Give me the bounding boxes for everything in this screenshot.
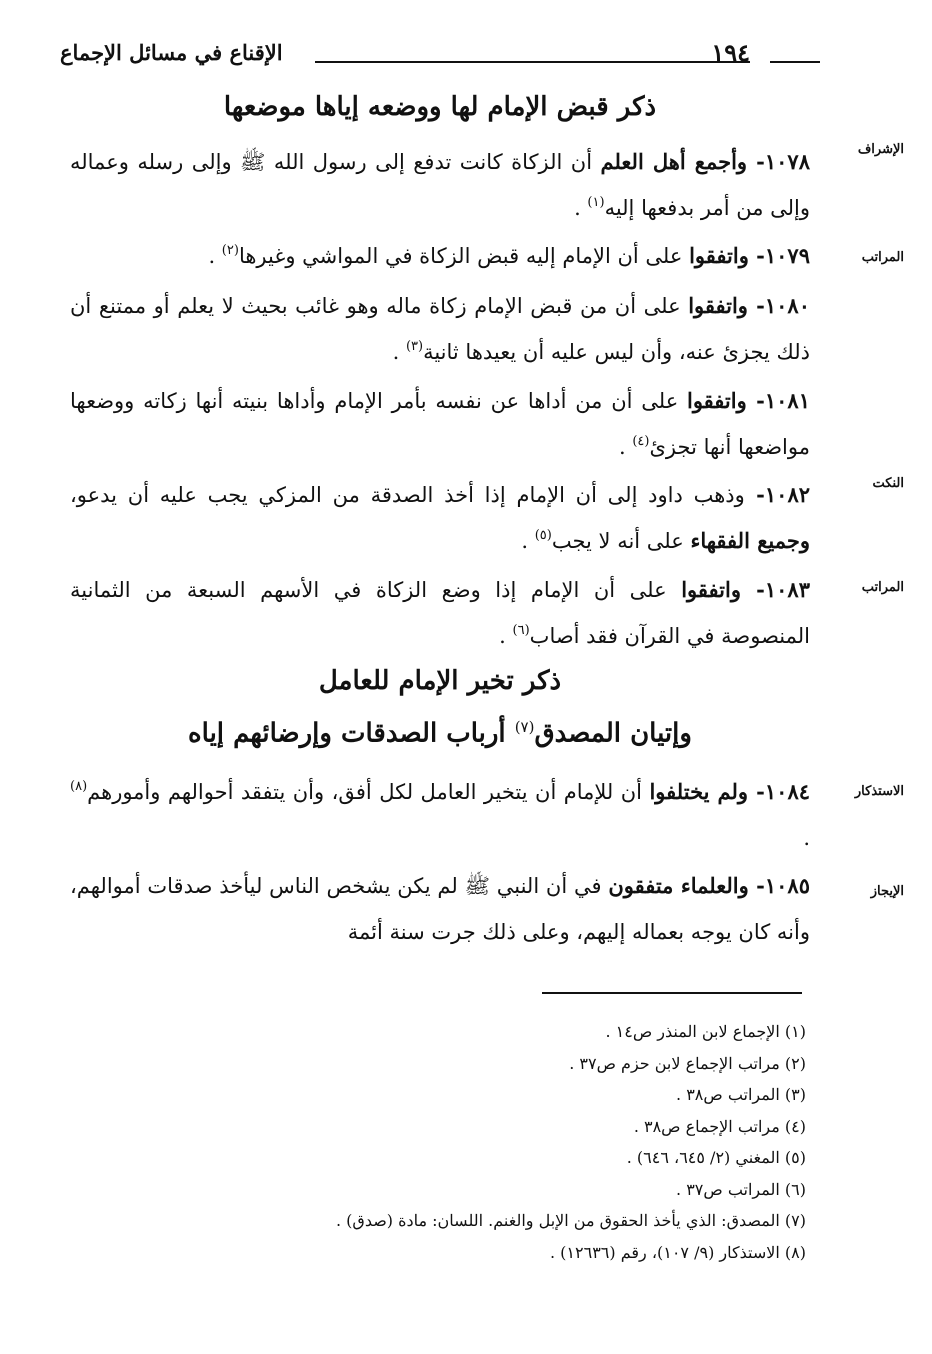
footnote-ref: (٧) bbox=[514, 718, 535, 736]
paragraph-1079 bbox=[70, 233, 810, 279]
lead-phrase: واتفقوا bbox=[681, 577, 741, 602]
item-text: على أن الإمام إليه قبض الزكاة في المواشي وغيرها bbox=[238, 244, 690, 268]
footnote-3: (٣) المراتب ص٣٨ . bbox=[676, 1085, 806, 1104]
heading-text: وإتيان المصدق bbox=[534, 718, 692, 749]
paragraph-1081 bbox=[70, 378, 810, 470]
source-tag: المراتب bbox=[861, 580, 904, 595]
header-rule bbox=[315, 61, 750, 63]
item-end: . bbox=[618, 435, 633, 459]
lead-phrase: ولم يختلفوا bbox=[649, 779, 749, 804]
item-text: على أن من قبض الإمام زكاة ماله وهو غائب بحيث لا يعلم أو ممتنع أن ذلك يجزئ عنه، وأن ليس عليه أن يعيدها ثانية bbox=[70, 294, 810, 364]
footnote-ref: (٦) bbox=[512, 623, 530, 638]
source-tag: المراتب bbox=[861, 250, 904, 265]
paragraph-1084 bbox=[70, 769, 810, 861]
footnote-ref: (٣) bbox=[405, 339, 424, 354]
section-heading-2-continued bbox=[70, 718, 810, 749]
item-text: أن الزكاة كانت تدفع إلى رسول الله ﷺ وإلى رسله وعماله وإلى من أمر بدفعها إليه bbox=[70, 150, 810, 220]
item-end: . bbox=[392, 340, 406, 364]
item-text: على أن من أداها عن نفسه بأمر الإمام وأداها بنيته أنها زكاته ووضعها مواضعها أنها تجزئ bbox=[70, 389, 810, 459]
item-text: أن للإمام أن يتخير العامل لكل أفق، وأن يتفقد أحوالهم وأمورهم bbox=[87, 780, 650, 804]
source-tag: الإشراف bbox=[857, 142, 904, 157]
item-number: ١٠٨٢- bbox=[744, 482, 811, 507]
source-tag: الاستذكار bbox=[854, 784, 904, 799]
footnotes bbox=[80, 1016, 806, 1268]
item-end: . bbox=[574, 196, 588, 220]
book-title: الإقناع في مسائل الإجماع bbox=[60, 40, 283, 65]
footnote-5: (٥) المغني (٢/ ٦٤٥، ٦٤٦) . bbox=[626, 1148, 806, 1167]
lead-phrase: وأجمع أهل العلم bbox=[600, 149, 748, 174]
item-text: في أن النبي ﷺ لم يكن يشخص الناس ليأخذ صدقات أموالهم، وأنه كان يوجه بعماله إليهم، وعلى ذلك جرت سنة أئمة bbox=[70, 874, 810, 944]
item-number: ١٠٨١- bbox=[746, 388, 810, 413]
footnote-separator bbox=[542, 992, 802, 994]
paragraph-1083 bbox=[70, 567, 810, 659]
item-number: ١٠٧٩- bbox=[748, 243, 810, 268]
heading-text: أرباب الصدقات وإرضائهم إياه bbox=[188, 718, 515, 749]
header-dash bbox=[770, 61, 820, 63]
item-end: . bbox=[521, 529, 535, 553]
footnote-ref: (٤) bbox=[632, 434, 650, 449]
footnote-1: (١) الإجماع لابن المنذر ص١٤ . bbox=[605, 1022, 806, 1041]
paragraph-1082 bbox=[70, 472, 810, 564]
item-text-2: على أنه لا يجب bbox=[551, 529, 691, 553]
page-number: ١٩٤ bbox=[711, 38, 750, 67]
lead-phrase: واتفقوا bbox=[689, 243, 749, 268]
item-number: ١٠٨٥- bbox=[748, 873, 810, 898]
lead-phrase: واتفقوا bbox=[687, 388, 747, 413]
item-text: على أن الإمام إذا وضع الزكاة في الأسهم السبعة من الثمانية المنصوصة في القرآن فقد أصاب bbox=[70, 578, 810, 648]
footnote-ref: (٨) bbox=[70, 779, 88, 794]
footnote-4: (٤) مراتب الإجماع ص٣٨ . bbox=[633, 1116, 806, 1136]
item-number: ١٠٨٠- bbox=[747, 293, 810, 318]
footnote-8: (٨) الاستذكار (٩/ ١٠٧)، رقم (١٢٦٣٦) . bbox=[549, 1242, 806, 1262]
source-tag: النكت bbox=[872, 476, 904, 491]
footnote-ref: (٥) bbox=[534, 528, 552, 543]
section-heading-2: ذكر تخير الإمام للعامل bbox=[318, 666, 562, 696]
item-number: ١٠٨٣- bbox=[740, 577, 810, 602]
item-end: . bbox=[803, 826, 810, 850]
lead-phrase: والعلماء متفقون bbox=[608, 873, 749, 898]
item-number: ١٠٧٨- bbox=[747, 149, 810, 174]
lead-phrase: وجميع الفقهاء bbox=[690, 528, 810, 553]
item-end: . bbox=[208, 244, 222, 268]
footnote-7: (٧) المصدق: الذي يأخذ الحقوق من الإبل والغنم. اللسان: مادة (صدق) . bbox=[335, 1211, 806, 1230]
source-tag: الإيجاز bbox=[870, 884, 904, 899]
paragraph-1085 bbox=[70, 863, 810, 955]
item-text: وذهب داود إلى أن الإمام إذا أخذ الصدقة من المزكي يجب عليه أن يدعو، bbox=[70, 483, 745, 507]
footnote-ref: (١) bbox=[587, 195, 605, 210]
paragraph-1078 bbox=[70, 139, 810, 231]
paragraph-1080 bbox=[70, 283, 810, 375]
footnote-ref: (٢) bbox=[221, 243, 239, 258]
lead-phrase: واتفقوا bbox=[688, 293, 748, 318]
section-heading-1: ذكر قبض الإمام لها ووضعه إياها موضعها bbox=[223, 92, 657, 122]
item-end: . bbox=[499, 624, 513, 648]
item-number: ١٠٨٤- bbox=[748, 779, 811, 804]
footnote-6: (٦) المراتب ص٣٧ . bbox=[676, 1179, 806, 1199]
running-header bbox=[60, 40, 820, 80]
footnote-2: (٢) مراتب الإجماع لابن حزم ص٣٧ . bbox=[569, 1053, 806, 1073]
